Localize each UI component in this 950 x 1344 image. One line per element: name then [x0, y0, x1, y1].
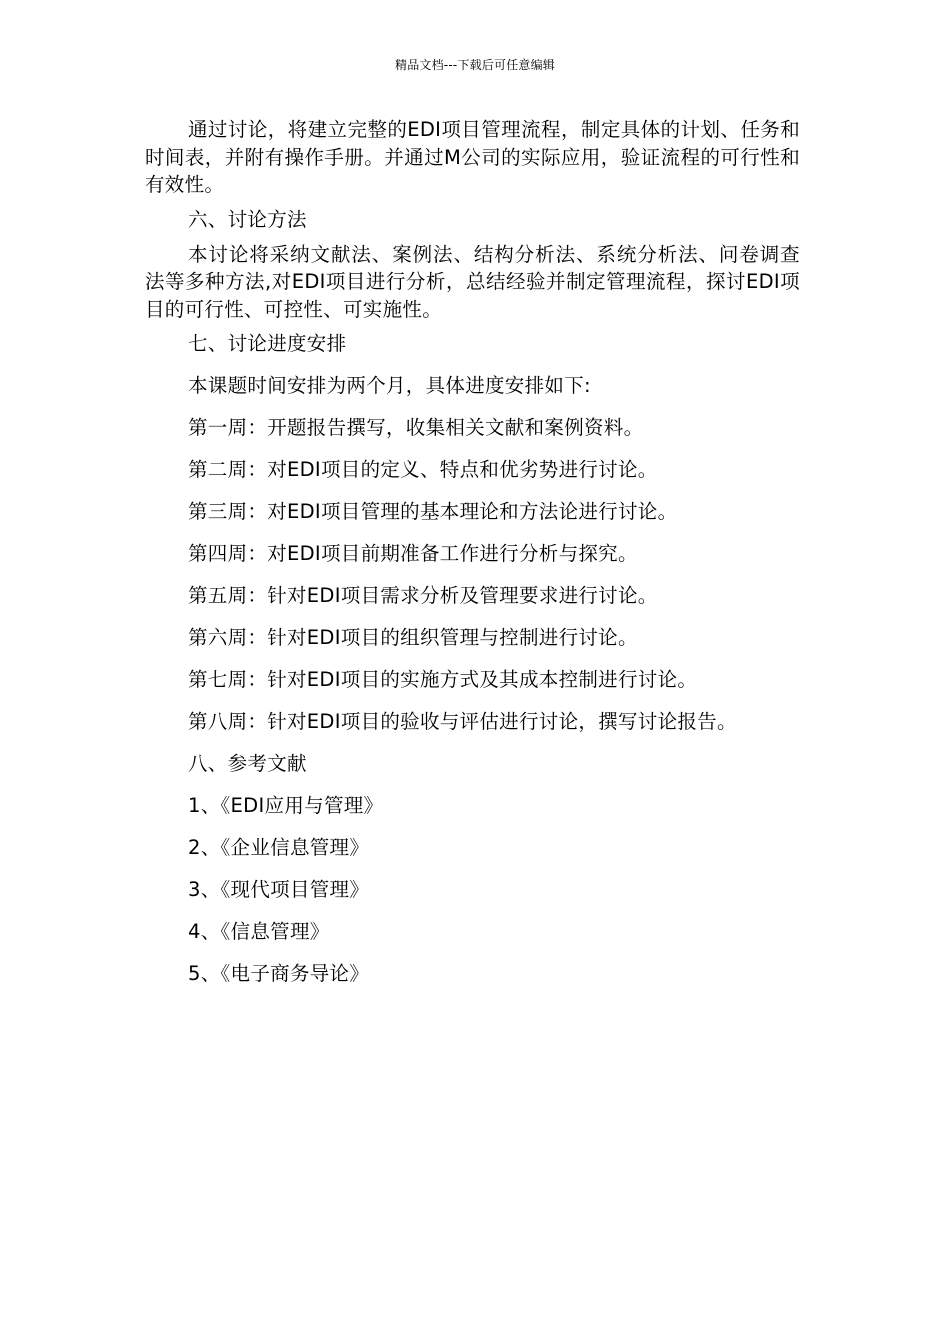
schedule-week-4: 第四周：对EDI项目前期准备工作进行分析与探究。 — [188, 542, 638, 565]
schedule-week-8: 第八周：针对EDI项目的验收与评估进行讨论，撰写讨论报告。 — [188, 710, 737, 733]
section6-paragraph: 本讨论将采纳文献法、案例法、结构分析法、系统分析法、问卷调查法等多种方法,对EDI项目进行分析，总结经验并制定管理流程，探讨EDI项目的可行性、可控性、可实施性。 — [145, 242, 800, 321]
reference-1: 1、《EDI应用与管理》 — [188, 794, 384, 817]
section6-heading: 六、讨论方法 — [188, 207, 307, 231]
schedule-intro: 本课题时间安排为两个月，具体进度安排如下: — [188, 374, 591, 397]
document-body — [145, 116, 800, 995]
section8-heading: 八、参考文献 — [188, 752, 307, 775]
section7-heading: 七、讨论进度安排 — [188, 332, 347, 355]
schedule-week-7: 第七周：针对EDI项目的实施方式及其成本控制进行讨论。 — [188, 668, 698, 691]
schedule-week-1: 第一周：开题报告撰写，收集相关文献和案例资料。 — [188, 416, 644, 439]
schedule-week-5: 第五周：针对EDI项目需求分析及管理要求进行讨论。 — [188, 584, 658, 607]
reference-5: 5、《电子商务导论》 — [188, 962, 370, 985]
reference-2: 2、《企业信息管理》 — [188, 836, 370, 859]
schedule-week-2: 第二周：对EDI项目的定义、特点和优劣势进行讨论。 — [188, 458, 658, 481]
reference-4: 4、《信息管理》 — [188, 920, 330, 943]
page-header: 精品文档---下载后可任意编辑 — [395, 58, 555, 72]
schedule-week-6: 第六周：针对EDI项目的组织管理与控制进行讨论。 — [188, 626, 638, 649]
reference-3: 3、《现代项目管理》 — [188, 878, 370, 901]
schedule-week-3: 第三周：对EDI项目管理的基本理论和方法论进行讨论。 — [188, 500, 678, 523]
intro-paragraph: 通过讨论，将建立完整的EDI项目管理流程，制定具体的计划、任务和时间表，并附有操作手册。并通过M公司的实际应用，验证流程的可行性和有效性。 — [145, 118, 800, 196]
